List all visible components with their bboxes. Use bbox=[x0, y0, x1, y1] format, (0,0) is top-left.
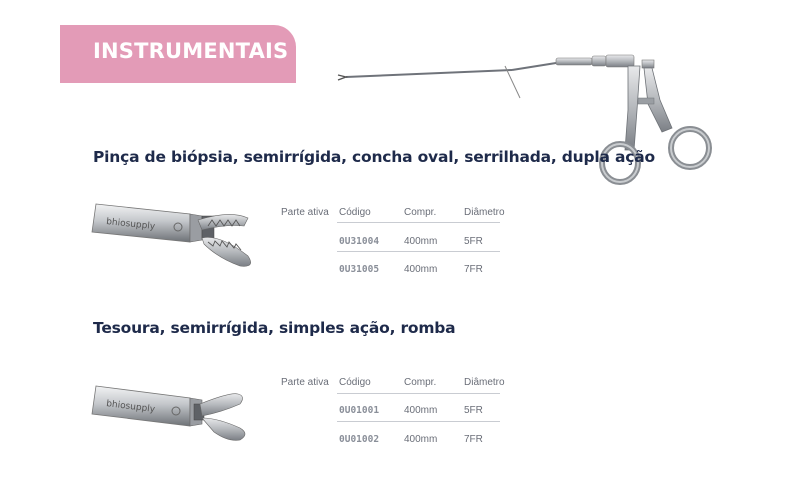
row-code: 0U31005 bbox=[339, 264, 380, 275]
row-code: 0U01001 bbox=[339, 405, 380, 416]
table-divider bbox=[337, 251, 500, 252]
col-header-active-part: Parte ativa bbox=[281, 377, 329, 388]
row-diameter: 7FR bbox=[464, 264, 483, 275]
table-divider bbox=[337, 222, 500, 223]
col-header-length: Compr. bbox=[404, 207, 437, 218]
scissors-tip-image bbox=[90, 378, 270, 458]
col-header-code: Código bbox=[339, 207, 371, 218]
banner-label: INSTRUMENTAIS bbox=[93, 39, 289, 63]
col-header-diameter: Diâmetro bbox=[464, 377, 505, 388]
row-diameter: 5FR bbox=[464, 236, 483, 247]
table-divider bbox=[337, 421, 500, 422]
row-diameter: 7FR bbox=[464, 434, 483, 445]
row-diameter: 5FR bbox=[464, 405, 483, 416]
row-length: 400mm bbox=[404, 434, 438, 445]
row-length: 400mm bbox=[404, 264, 438, 275]
row-code: 0U31004 bbox=[339, 236, 380, 247]
col-header-code: Código bbox=[339, 377, 371, 388]
row-length: 400mm bbox=[404, 236, 438, 247]
col-header-active-part: Parte ativa bbox=[281, 207, 329, 218]
table-divider bbox=[337, 393, 500, 394]
row-code: 0U01002 bbox=[339, 434, 380, 445]
tool-engraving-scissors: bhiosupply bbox=[105, 399, 156, 415]
row-length: 400mm bbox=[404, 405, 438, 416]
section-title-scissors: Tesoura, semirrígida, simples ação, romba bbox=[93, 319, 456, 337]
biopsy-forceps-tip-image bbox=[90, 196, 270, 276]
col-header-length: Compr. bbox=[404, 377, 437, 388]
tool-engraving-biopsy: bhiosupply bbox=[105, 217, 156, 233]
col-header-diameter: Diâmetro bbox=[464, 207, 505, 218]
section-title-biopsy: Pinça de biópsia, semirrígida, concha oval, serrilhada, dupla ação bbox=[93, 148, 655, 166]
